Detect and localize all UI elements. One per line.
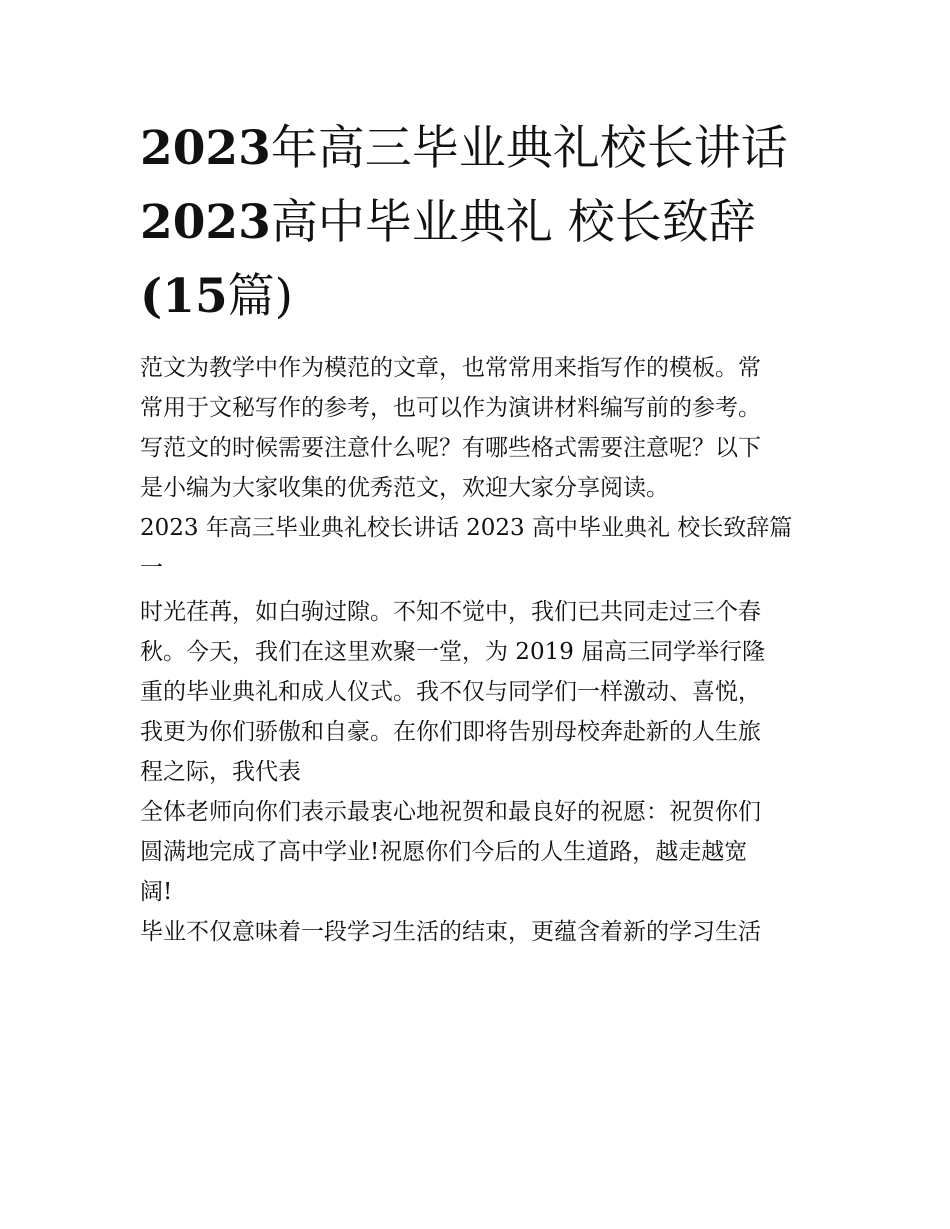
text-line: 写范文的时候需要注意什么呢？有哪些格式需要注意呢？以下 bbox=[140, 435, 761, 461]
text-line: 时光荏苒，如白驹过隙。不知不觉中，我们已共同走过三个春 bbox=[140, 599, 761, 625]
title-line bbox=[140, 260, 812, 334]
text-line: 是小编为大家收集的优秀范文，欢迎大家分享阅读。 bbox=[140, 475, 669, 501]
body-paragraph bbox=[140, 912, 812, 952]
text-line: 全体老师向你们表示最衷心地祝贺和最良好的祝愿：祝贺你们 bbox=[140, 799, 761, 825]
title-number: 2023 bbox=[140, 195, 271, 250]
title-number: (15 bbox=[140, 269, 228, 324]
title-number: 2023 bbox=[140, 121, 271, 176]
text-line: 一 bbox=[140, 555, 163, 581]
document-body bbox=[140, 112, 812, 952]
title-text: 篇) bbox=[227, 269, 293, 324]
text-line: 重的毕业典礼和成人仪式。我不仅与同学们一样激动、喜悦， bbox=[140, 679, 761, 705]
document-title bbox=[140, 112, 812, 334]
text-line: 阔! bbox=[140, 879, 173, 905]
text-line: 范文为教学中作为模范的文章，也常常用来指写作的模板。常 bbox=[140, 355, 761, 381]
body-paragraph bbox=[140, 792, 812, 912]
text-line: 毕业不仅意味着一段学习生活的结束，更蕴含着新的学习生活 bbox=[140, 919, 761, 945]
intro-paragraph bbox=[140, 348, 812, 508]
text-line: 程之际，我代表 bbox=[140, 759, 301, 785]
text-line: 秋。今天，我们在这里欢聚一堂，为 2019 届高三同学举行隆 bbox=[140, 639, 766, 665]
text-line: 2023 年高三毕业典礼校长讲话 2023 高中毕业典礼 校长致辞篇 bbox=[140, 515, 793, 541]
title-text: 年高三毕业典礼校长讲话 bbox=[270, 121, 788, 176]
section-heading bbox=[140, 508, 812, 588]
title-text: 高中毕业典礼 校长致辞 bbox=[270, 195, 756, 250]
title-line bbox=[140, 112, 812, 186]
title-line bbox=[140, 186, 812, 260]
text-line: 常用于文秘写作的参考，也可以作为演讲材料编写前的参考。 bbox=[140, 395, 761, 421]
text-line: 圆满地完成了高中学业!祝愿你们今后的人生道路，越走越宽 bbox=[140, 839, 748, 865]
body-paragraph bbox=[140, 592, 812, 792]
text-line: 我更为你们骄傲和自豪。在你们即将告别母校奔赴新的人生旅 bbox=[140, 719, 761, 745]
